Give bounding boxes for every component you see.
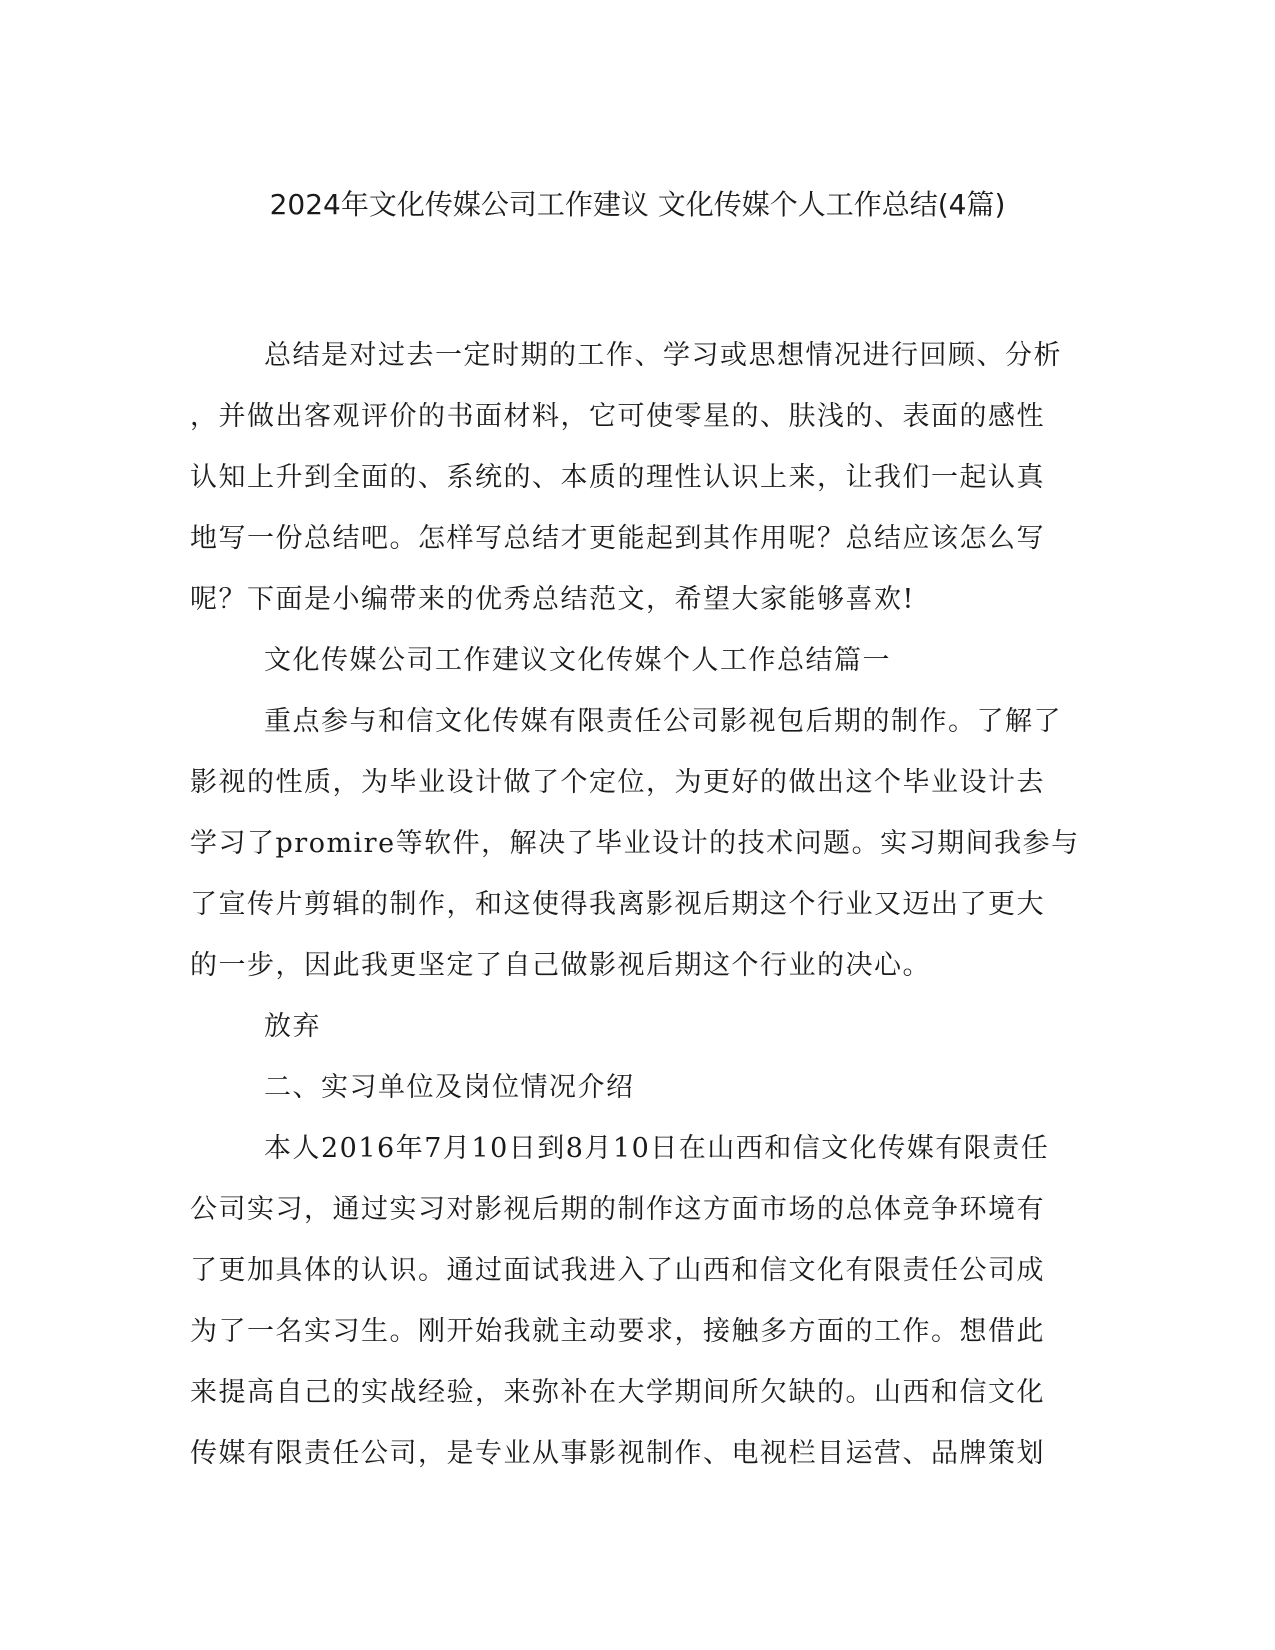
body-line: 公司实习，通过实习对影视后期的制作这方面市场的总体竞争环境有 — [190, 1194, 1045, 1225]
document-title: 2024年文化传媒公司工作建议 文化传媒个人工作总结(4篇) — [269, 188, 1006, 221]
body-line: 来提高自己的实战经验，来弥补在大学期间所欠缺的。山西和信文化 — [190, 1377, 1045, 1408]
body-line: 了更加具体的认识。通过面试我进入了山西和信文化有限责任公司成 — [190, 1255, 1045, 1286]
section-heading: 二、实习单位及岗位情况介绍 — [264, 1072, 635, 1103]
body-line: 呢？下面是小编带来的优秀总结范文，希望大家能够喜欢! — [190, 584, 915, 615]
body-line: 放弃 — [264, 1011, 321, 1042]
body-line: 重点参与和信文化传媒有限责任公司影视包后期的制作。了解了 — [264, 706, 1062, 737]
body-line: 地写一份总结吧。怎样写总结才更能起到其作用呢？总结应该怎么写 — [190, 523, 1045, 554]
body-line: 影视的性质，为毕业设计做了个定位，为更好的做出这个毕业设计去 — [190, 767, 1045, 798]
body-line: 总结是对过去一定时期的工作、学习或思想情况进行回顾、分析 — [264, 340, 1062, 371]
body-line: 学习了promire等软件，解决了毕业设计的技术问题。实习期间我参与 — [190, 828, 1080, 859]
body-line: ，并做出客观评价的书面材料，它可使零星的、肤浅的、表面的感性 — [190, 401, 1045, 432]
body-line: 本人2016年7月10日到8月10日在山西和信文化传媒有限责任 — [264, 1133, 1050, 1164]
body-line: 了宣传片剪辑的制作，和这使得我离影视后期这个行业又迈出了更大 — [190, 889, 1045, 920]
body-line: 认知上升到全面的、系统的、本质的理性认识上来，让我们一起认真 — [190, 462, 1045, 493]
document-body — [190, 325, 1090, 1484]
body-line: 为了一名实习生。刚开始我就主动要求，接触多方面的工作。想借此 — [190, 1316, 1045, 1347]
body-line: 传媒有限责任公司，是专业从事影视制作、电视栏目运营、品牌策划 — [190, 1438, 1045, 1469]
body-line: 的一步，因此我更坚定了自己做影视后期这个行业的决心。 — [190, 950, 931, 981]
section-heading: 文化传媒公司工作建议文化传媒个人工作总结篇一 — [264, 645, 891, 676]
